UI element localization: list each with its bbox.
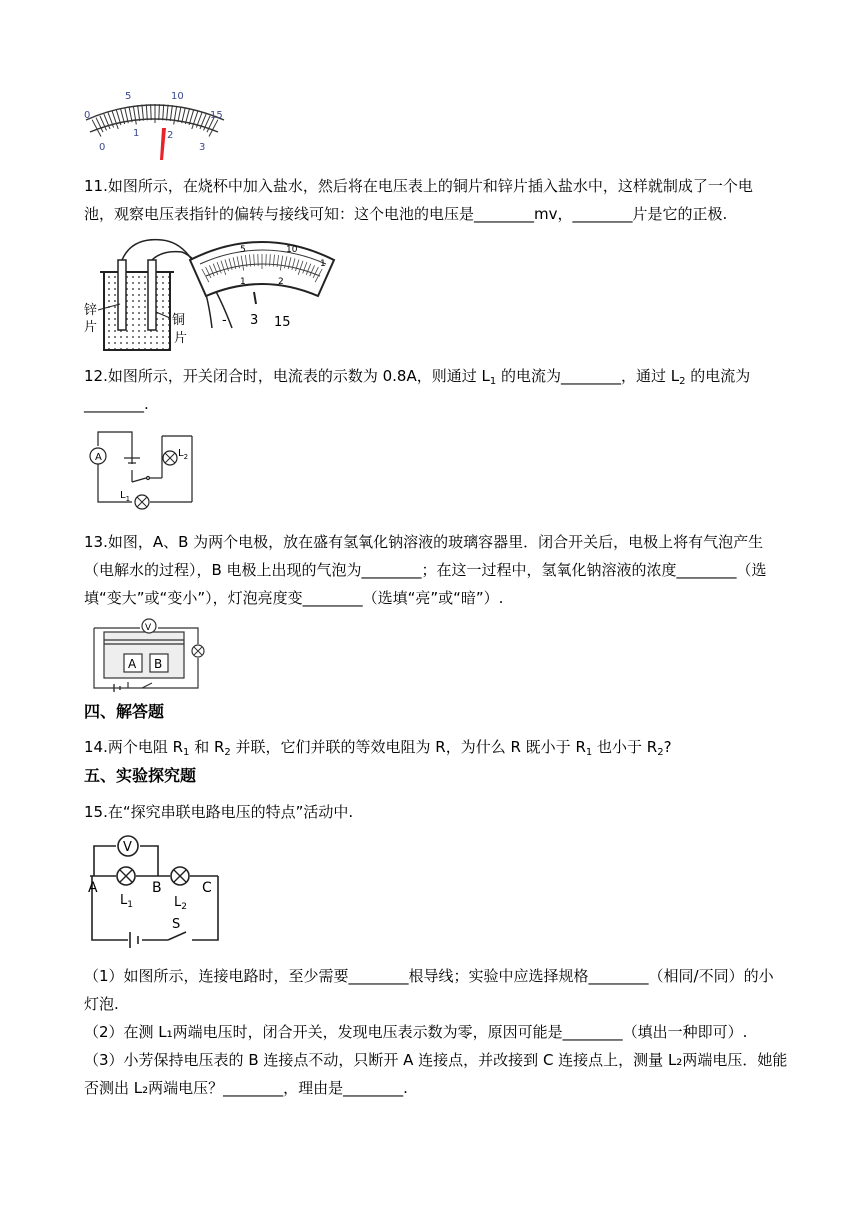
q12-line-2: ________. bbox=[84, 395, 149, 413]
electrolysis-figure bbox=[90, 614, 210, 694]
upper-tick-5: 5 bbox=[125, 91, 132, 102]
q11-line-2: 池，观察电压表指针的偏转与接线可知：这个电池的电压是________mv，________片是它的正极. bbox=[84, 205, 728, 223]
section-4-title: 四、解答题 bbox=[84, 702, 165, 721]
meter-upper-end: 1 bbox=[320, 259, 326, 269]
voltmeter-label: V bbox=[123, 840, 132, 855]
svg-text:A: A bbox=[95, 452, 102, 463]
voltmeter-scale-figure bbox=[82, 88, 232, 168]
point-c: C bbox=[202, 880, 212, 896]
label-l2: $L_2$ bbox=[178, 448, 189, 461]
meter-lower-2: 2 bbox=[278, 277, 284, 287]
q15-part2-line-1: （2）在测 L₁两端电压时，闭合开关，发现电压表示数为零，原因可能是________（填出一种即可）. bbox=[84, 1023, 748, 1041]
svg-text:V: V bbox=[145, 623, 152, 633]
lower-tick-3: 3 bbox=[199, 142, 206, 153]
copper-label-2: 片 bbox=[174, 331, 188, 346]
switch-label: S bbox=[172, 917, 181, 932]
point-a: A bbox=[88, 880, 98, 896]
q15-part1-line-1: （1）如图所示，连接电路时，至少需要________根导线；实验中应选择规格________（相同/不同）的小 bbox=[84, 967, 774, 985]
meter-upper-5: 5 bbox=[240, 245, 246, 255]
point-b: B bbox=[152, 880, 162, 896]
meter-lower-1: 1 bbox=[240, 277, 246, 287]
meter-upper-10: 10 bbox=[286, 245, 298, 255]
terminal-3: 3 bbox=[250, 313, 259, 328]
lower-tick-2: 2 bbox=[167, 130, 174, 141]
q15-part1-line-2: 灯泡. bbox=[84, 995, 119, 1013]
needle bbox=[160, 128, 166, 160]
copper-label-1: 铜 bbox=[172, 313, 186, 328]
series-circuit-figure bbox=[86, 826, 226, 948]
salt-water-battery-figure bbox=[82, 232, 342, 357]
electrode-b-label: B bbox=[154, 657, 163, 671]
q11-line-1: 11.如图所示，在烧杯中加入盐水，然后将在电压表上的铜片和锌片插入盐水中，这样就制成了一个电 bbox=[84, 177, 753, 195]
q15-intro: 15.在“探究串联电路电压的特点”活动中. bbox=[84, 803, 354, 821]
parallel-circuit-figure bbox=[84, 428, 202, 510]
zinc-label-1: 锌 bbox=[84, 303, 98, 318]
upper-tick-0: 0 bbox=[84, 110, 91, 121]
copper-plate bbox=[148, 260, 156, 330]
upper-tick-15: 15 bbox=[210, 110, 223, 121]
q13-line-2: （电解水的过程），B 电极上出现的气泡为________；在这一过程中，氢氧化钠溶液的浓度________（选 bbox=[84, 561, 767, 579]
terminal-15: 15 bbox=[274, 315, 291, 330]
q12-line-1: 12.如图所示，开关闭合时，电流表的示数为 0.8A，则通过 $L_1$ 的电流为________，通过 $L_2$ 的电流为 bbox=[84, 367, 751, 387]
electrode-a-label: A bbox=[128, 657, 137, 671]
q15-part3-line-2: 否测出 L₂两端电压？________，理由是________. bbox=[84, 1079, 408, 1097]
lower-tick-1: 1 bbox=[133, 128, 140, 139]
zinc-plate bbox=[118, 260, 126, 330]
q15-part3-line-1: （3）小芳保持电压表的 B 连接点不动，只断开 A 连接点，并改接到 C 连接点上，测量 L₂两端电压．她能 bbox=[84, 1051, 788, 1069]
zinc-label-2: 片 bbox=[84, 320, 98, 335]
section-5-title: 五、实验探究题 bbox=[84, 766, 197, 785]
q13-line-1: 13.如图，A、B 为两个电极，放在盛有氢氧化钠溶液的玻璃容器里．闭合开关后，电极上将有气泡产生 bbox=[84, 533, 764, 551]
q14-line: 14.两个电阻 $R_1$ 和 $R_2$ 并联，它们并联的等效电阻为 R，为什么 R 既小于 $R_1$ 也小于 $R_2$? bbox=[84, 738, 672, 758]
label-l1: $L_1$ bbox=[120, 490, 131, 503]
terminal-neg: - bbox=[222, 313, 227, 328]
label-l1-15: $L_1$ bbox=[120, 893, 133, 910]
upper-tick-10: 10 bbox=[171, 91, 184, 102]
lower-tick-0: 0 bbox=[99, 142, 106, 153]
label-l2-15: $L_2$ bbox=[174, 895, 187, 912]
q13-line-3: 填“变大”或“变小”），灯泡亮度变________（选填“亮”或“暗”）. bbox=[84, 589, 504, 607]
